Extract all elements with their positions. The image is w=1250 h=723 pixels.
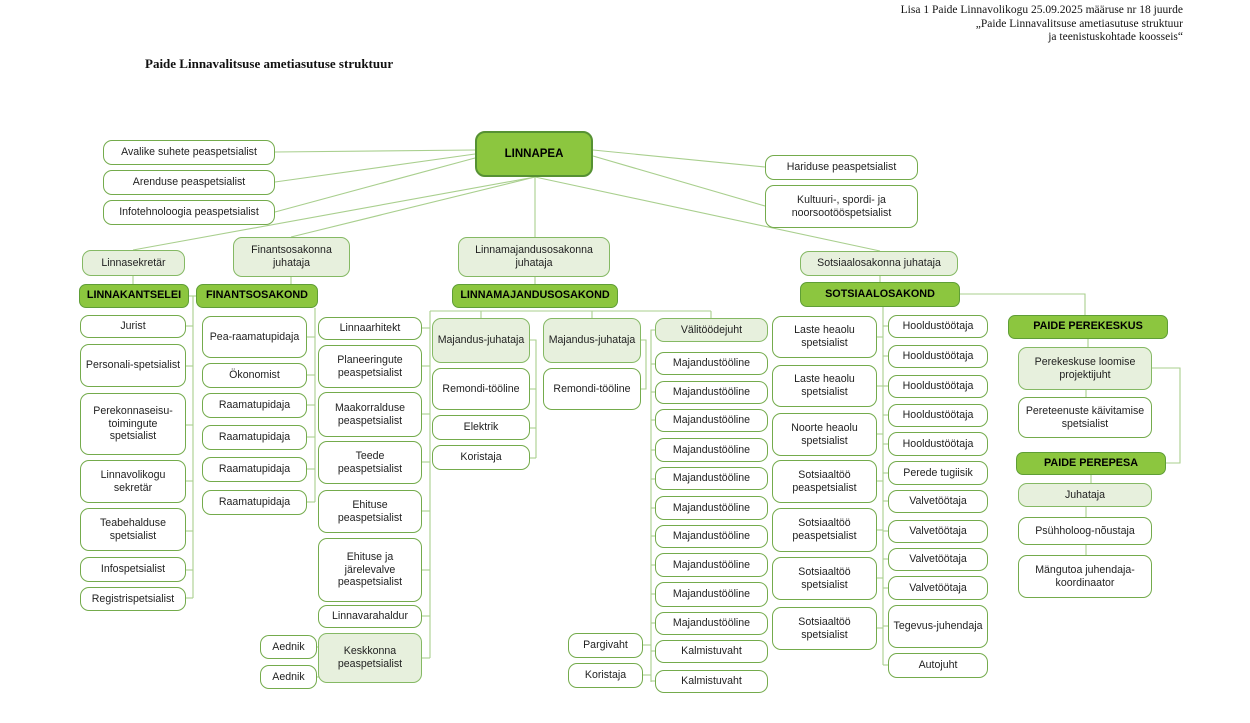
node-koristaja-2: Koristaja: [568, 663, 643, 688]
node-sotsiaaltoo-peaspetsialist-2: Sotsiaaltöö peaspetsialist: [772, 508, 877, 552]
dept-header-sotsiaalosakond: SOTSIAALOSAKOND: [800, 282, 960, 307]
node-valvetootaja-2: Valvetöötaja: [888, 520, 988, 543]
node-tegevusjuhendaja: Tegevus-juhendaja: [888, 605, 988, 648]
node-majandustooline-3: Majandustööline: [655, 409, 768, 432]
node-majandustooline-7: Majandustööline: [655, 525, 768, 548]
regulation-note-line1: Lisa 1 Paide Linnavolikogu 25.09.2025 määruse nr 18 juurde: [900, 4, 1183, 16]
page-title: Paide Linnavalitsuse ametiasutuse struktuur: [145, 56, 394, 71]
node-personali-spetsialist: Personali-spetsialist: [80, 344, 186, 387]
node-registrispetsialist: Registrispetsialist: [80, 587, 186, 611]
node-laste-heaolu-spetsialist-2: Laste heaolu spetsialist: [772, 365, 877, 407]
dept-header-finantsosakond: FINANTSOSAKOND: [196, 284, 318, 308]
node-sotsiaaltoo-spetsialist-2: Sotsiaaltöö spetsialist: [772, 607, 877, 650]
node-majandusjuhataja-1: Majandus-juhataja: [432, 318, 530, 363]
node-hooldustootaja-2: Hooldustöötaja: [888, 345, 988, 368]
node-linnavolikogu-sekretar: Linnavolikogu sekretär: [80, 460, 186, 503]
node-laste-heaolu-spetsialist-1: Laste heaolu spetsialist: [772, 316, 877, 358]
node-aednik-1: Aednik: [260, 635, 317, 659]
node-autojuht: Autojuht: [888, 653, 988, 678]
node-valitoodejuht: Välitöödejuht: [655, 318, 768, 342]
dept-header-paide-perepesa: PAIDE PEREPESA: [1016, 452, 1166, 475]
node-finantsosakonna-juhataja: Finantsosakonna juhataja: [233, 237, 350, 277]
node-raamatupidaja-4: Raamatupidaja: [202, 490, 307, 515]
node-hooldustootaja-4: Hooldustöötaja: [888, 404, 988, 427]
dept-header-paide-perekeskus: PAIDE PEREKESKUS: [1008, 315, 1168, 339]
node-keskkonna-peaspetsialist: Keskkonna peaspetsialist: [318, 633, 422, 683]
node-linnaarhitekt: Linnaarhitekt: [318, 317, 422, 340]
regulation-note: [783, 4, 1183, 45]
node-pearaamatupidaja: Pea-raamatupidaja: [202, 316, 307, 358]
node-perekeskuse-loomise-projektijuht: Perekeskuse loomise projektijuht: [1018, 347, 1152, 390]
node-psuhholoog-noustaja: Psühholoog-nõustaja: [1018, 517, 1152, 545]
node-linnapea: LINNAPEA: [475, 131, 593, 177]
node-arenduse-peaspetsialist: Arenduse peaspetsialist: [103, 170, 275, 195]
node-majandustooline-4: Majandustööline: [655, 438, 768, 462]
node-infotehnoloogia-peaspetsialist: Infotehnoloogia peaspetsialist: [103, 200, 275, 225]
node-linnavarahaldur: Linnavarahaldur: [318, 605, 422, 628]
node-valvetootaja-4: Valvetöötaja: [888, 576, 988, 600]
node-majandustooline-6: Majandustööline: [655, 496, 768, 520]
dept-header-linnamajandusosakond: LINNAMAJANDUSOSAKOND: [452, 284, 618, 308]
node-teede-peaspetsialist: Teede peaspetsialist: [318, 441, 422, 484]
node-elektrik: Elektrik: [432, 415, 530, 440]
node-perepesa-juhataja: Juhataja: [1018, 483, 1152, 507]
regulation-note-line3: ja teenistuskohtade koosseis“: [1048, 31, 1183, 43]
node-noorte-heaolu-spetsialist: Noorte heaolu spetsialist: [772, 413, 877, 456]
node-linnasekretar: Linnasekretär: [82, 250, 185, 276]
node-sotsiaaltoo-spetsialist-1: Sotsiaaltöö spetsialist: [772, 557, 877, 600]
node-majandusjuhataja-2: Majandus-juhataja: [543, 318, 641, 363]
node-perede-tugiisik: Perede tugiisik: [888, 461, 988, 485]
node-koristaja-1: Koristaja: [432, 445, 530, 470]
node-valvetootaja-1: Valvetöötaja: [888, 490, 988, 513]
node-hooldustootaja-5: Hooldustöötaja: [888, 432, 988, 456]
node-aednik-2: Aednik: [260, 665, 317, 689]
node-majandustooline-5: Majandustööline: [655, 467, 768, 490]
node-planeeringute-peaspetsialist: Planeeringute peaspetsialist: [318, 345, 422, 388]
node-majandustooline-9: Majandustööline: [655, 582, 768, 607]
node-raamatupidaja-1: Raamatupidaja: [202, 393, 307, 418]
node-hariduse-peaspetsialist: Hariduse peaspetsialist: [765, 155, 918, 180]
node-sotsiaalosakonna-juhataja: Sotsiaalosakonna juhataja: [800, 251, 958, 276]
node-pargivaht: Pargivaht: [568, 633, 643, 658]
node-perekonnaseisutoimingute-spetsialist: Perekonnaseisu-toimingute spetsialist: [80, 393, 186, 455]
node-okonomist: Ökonomist: [202, 363, 307, 388]
node-maakorralduse-peaspetsialist: Maakorralduse peaspetsialist: [318, 392, 422, 437]
node-sotsiaaltoo-peaspetsialist-1: Sotsiaaltöö peaspetsialist: [772, 460, 877, 503]
node-avalike-suhete-peaspetsialist: Avalike suhete peaspetsialist: [103, 140, 275, 165]
node-ehituse-ja-jarelevalve-peaspetsialist: Ehituse ja järelevalve peaspetsialist: [318, 538, 422, 602]
node-pereteenuste-kaivitamise-spetsialist: Pereteenuste käivitamise spetsialist: [1018, 397, 1152, 438]
node-mangutoa-juhendaja-koordinaator: Mängutoa juhendaja-koordinaator: [1018, 555, 1152, 598]
node-infospetsialist: Infospetsialist: [80, 557, 186, 582]
node-jurist: Jurist: [80, 315, 186, 338]
node-linnamajandusosakonna-juhataja: Linnamajandusosakonna juhataja: [458, 237, 610, 277]
regulation-note-line2: „Paide Linnavalitsuse ametiasutuse struktuur: [975, 17, 1183, 30]
node-raamatupidaja-3: Raamatupidaja: [202, 457, 307, 482]
node-remonditooline-2: Remondi-tööline: [543, 368, 641, 410]
node-kalmistuvaht-1: Kalmistuvaht: [655, 640, 768, 663]
node-majandustooline-10: Majandustööline: [655, 612, 768, 635]
node-raamatupidaja-2: Raamatupidaja: [202, 425, 307, 450]
node-majandustooline-2: Majandustööline: [655, 381, 768, 404]
node-kultuuri-spordi-noorsoo-spetsialist: Kultuuri-, spordi- ja noorsootööspetsialist: [765, 185, 918, 228]
node-ehituse-peaspetsialist: Ehituse peaspetsialist: [318, 490, 422, 533]
node-hooldustootaja-1: Hooldustöötaja: [888, 315, 988, 338]
dept-header-linnakantselei: LINNAKANTSELEI: [79, 284, 189, 308]
node-majandustooline-8: Majandustööline: [655, 553, 768, 577]
node-remonditooline-1: Remondi-tööline: [432, 368, 530, 410]
node-kalmistuvaht-2: Kalmistuvaht: [655, 670, 768, 693]
node-valvetootaja-3: Valvetöötaja: [888, 548, 988, 571]
node-hooldustootaja-3: Hooldustöötaja: [888, 375, 988, 398]
node-majandustooline-1: Majandustööline: [655, 352, 768, 375]
node-teabehalduse-spetsialist: Teabehalduse spetsialist: [80, 508, 186, 551]
